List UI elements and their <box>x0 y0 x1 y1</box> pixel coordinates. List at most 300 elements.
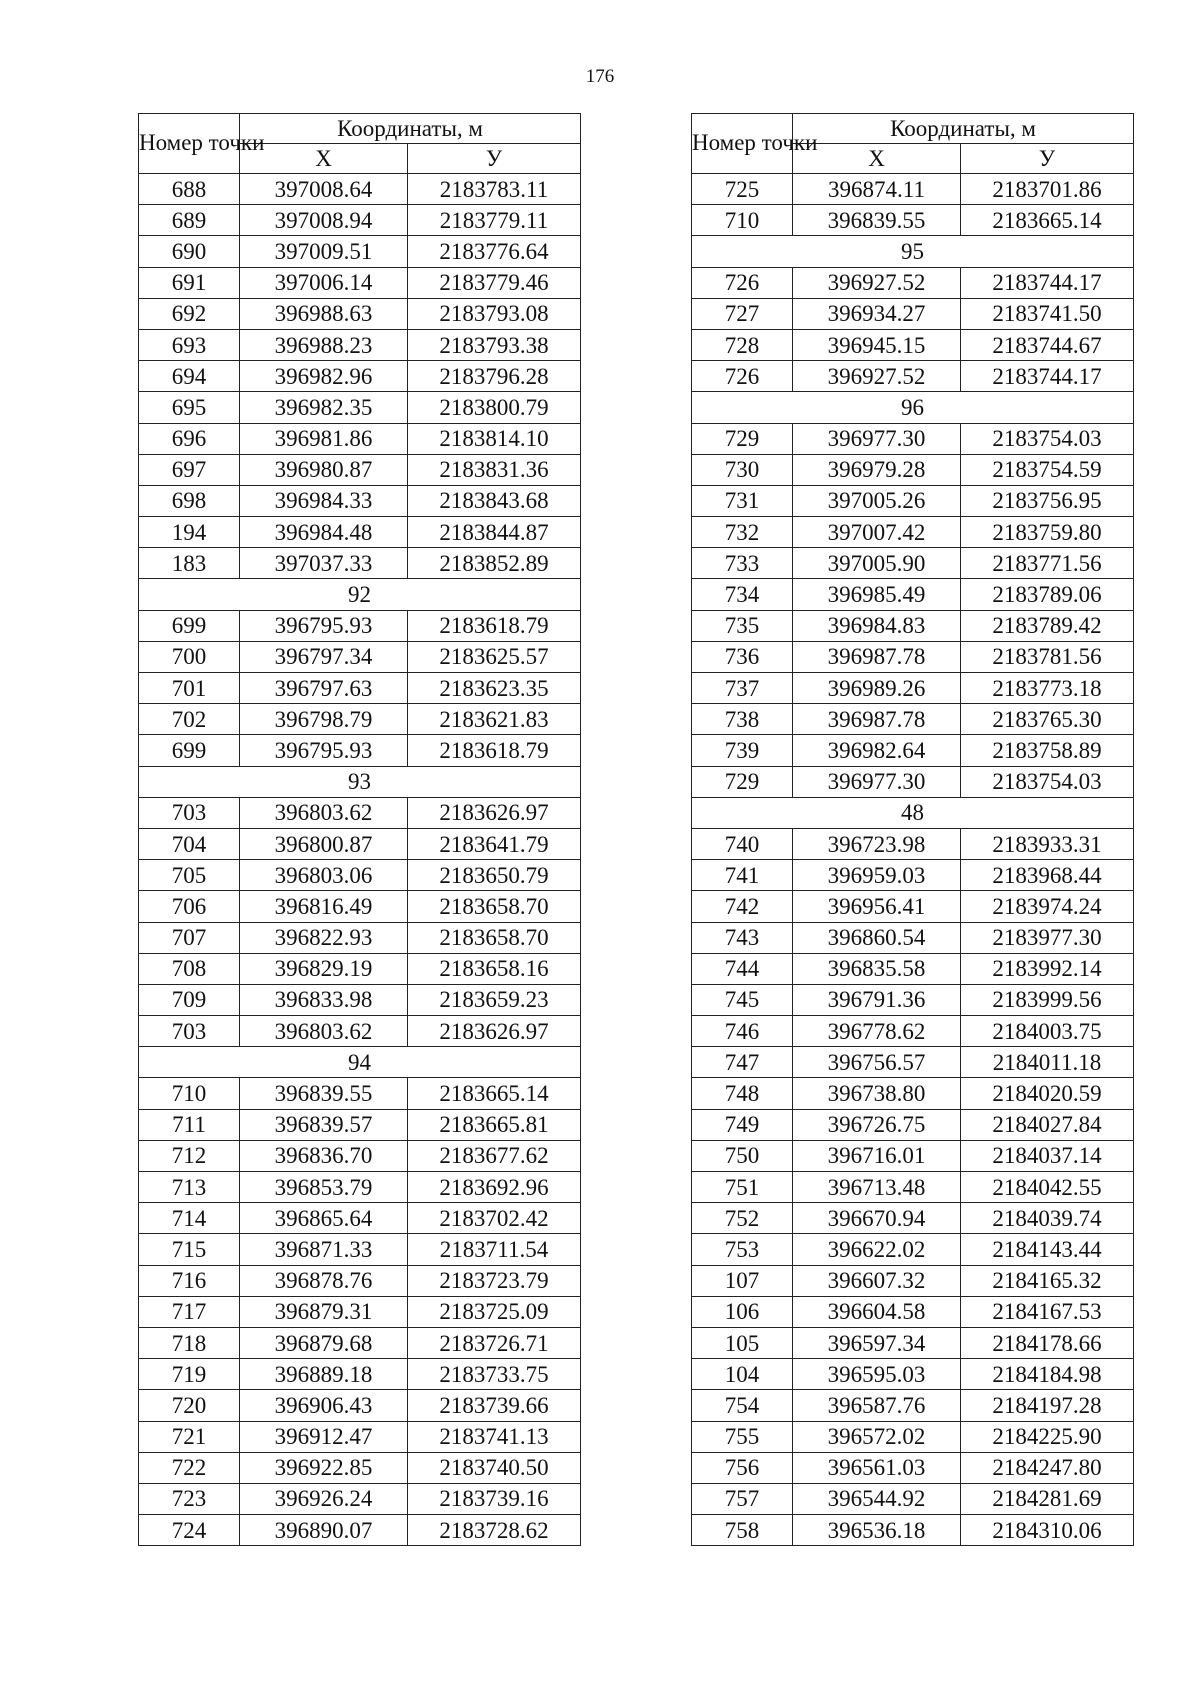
table-row <box>692 548 1134 579</box>
y-coordinate-cell: 2183618.79 <box>408 610 581 641</box>
y-coordinate-cell: 2183754.59 <box>961 454 1134 485</box>
table-row <box>139 454 581 485</box>
y-coordinate-cell: 2183728.62 <box>408 1515 581 1546</box>
point-number-cell: 723 <box>139 1483 240 1514</box>
x-coordinate-cell: 396922.85 <box>240 1452 408 1483</box>
y-coordinate-cell: 2184165.32 <box>961 1265 1134 1296</box>
x-coordinate-cell: 396977.30 <box>793 423 961 454</box>
x-coordinate-cell: 396587.76 <box>793 1390 961 1421</box>
table-row <box>692 891 1134 922</box>
y-coordinate-cell: 2183776.64 <box>408 236 581 267</box>
y-coordinate-cell: 2184027.84 <box>961 1109 1134 1140</box>
y-coordinate-cell: 2184143.44 <box>961 1234 1134 1265</box>
x-coordinate-cell: 396822.93 <box>240 922 408 953</box>
table-row <box>692 1421 1134 1452</box>
y-coordinate-cell: 2183789.42 <box>961 610 1134 641</box>
y-coordinate-cell: 2183725.09 <box>408 1296 581 1327</box>
table-row <box>692 1203 1134 1234</box>
x-coordinate-cell: 396878.76 <box>240 1265 408 1296</box>
coordinates-table-left <box>138 113 581 1546</box>
x-coordinate-cell: 396906.43 <box>240 1390 408 1421</box>
y-coordinate-cell: 2183658.16 <box>408 953 581 984</box>
table-row <box>139 298 581 329</box>
table-row <box>139 922 581 953</box>
x-coordinate-cell: 396723.98 <box>793 828 961 859</box>
point-number-header: Номер точки <box>139 114 240 174</box>
point-number-cell: 696 <box>139 423 240 454</box>
x-coordinate-cell: 397005.26 <box>793 485 961 516</box>
point-number-cell: 754 <box>692 1390 793 1421</box>
point-number-cell: 749 <box>692 1109 793 1140</box>
table-row <box>692 1172 1134 1203</box>
x-coordinate-cell: 396536.18 <box>793 1515 961 1546</box>
point-number-cell: 705 <box>139 860 240 891</box>
point-number-cell: 104 <box>692 1359 793 1390</box>
x-coordinate-cell: 396982.64 <box>793 735 961 766</box>
y-coordinate-cell: 2183765.30 <box>961 704 1134 735</box>
y-coordinate-cell: 2183756.95 <box>961 485 1134 516</box>
point-number-cell: 710 <box>139 1078 240 1109</box>
y-coordinate-cell: 2183744.17 <box>961 267 1134 298</box>
x-coordinate-cell: 396829.19 <box>240 953 408 984</box>
point-number-cell: 737 <box>692 673 793 704</box>
y-coordinate-cell: 2184310.06 <box>961 1515 1134 1546</box>
point-number-cell: 753 <box>692 1234 793 1265</box>
x-coordinate-cell: 397008.64 <box>240 174 408 205</box>
table-row <box>139 828 581 859</box>
table-row <box>692 205 1134 236</box>
point-number-cell: 732 <box>692 517 793 548</box>
table-row <box>692 1078 1134 1109</box>
table-row <box>692 1359 1134 1390</box>
y-coordinate-cell: 2183793.38 <box>408 329 581 360</box>
x-coordinate-cell: 396561.03 <box>793 1452 961 1483</box>
table-row <box>139 1078 581 1109</box>
point-number-cell: 703 <box>139 1016 240 1047</box>
table-row <box>692 1327 1134 1358</box>
y-coordinate-cell: 2183831.36 <box>408 454 581 485</box>
y-coordinate-cell: 2183621.83 <box>408 704 581 735</box>
x-coordinate-cell: 396988.63 <box>240 298 408 329</box>
y-coordinate-cell: 2183793.08 <box>408 298 581 329</box>
x-coordinate-cell: 396839.57 <box>240 1109 408 1140</box>
point-number-cell: 698 <box>139 485 240 516</box>
x-coordinate-cell: 396934.27 <box>793 298 961 329</box>
section-number: 95 <box>692 236 1134 267</box>
table-row <box>692 1452 1134 1483</box>
x-coordinate-cell: 396982.96 <box>240 361 408 392</box>
x-coordinate-cell: 396987.78 <box>793 641 961 672</box>
y-coordinate-cell: 2184281.69 <box>961 1483 1134 1514</box>
table-row <box>692 485 1134 516</box>
y-coordinate-cell: 2183754.03 <box>961 766 1134 797</box>
x-header: X <box>793 144 961 174</box>
y-coordinate-cell: 2183779.46 <box>408 267 581 298</box>
x-coordinate-cell: 396595.03 <box>793 1359 961 1390</box>
x-coordinate-cell: 396544.92 <box>793 1483 961 1514</box>
y-coordinate-cell: 2183843.68 <box>408 485 581 516</box>
y-coordinate-cell: 2184178.66 <box>961 1327 1134 1358</box>
y-coordinate-cell: 2183739.66 <box>408 1390 581 1421</box>
point-number-cell: 729 <box>692 766 793 797</box>
point-number-cell: 194 <box>139 517 240 548</box>
table-row <box>139 423 581 454</box>
y-coordinate-cell: 2183800.79 <box>408 392 581 423</box>
y-coordinate-cell: 2183740.50 <box>408 1452 581 1483</box>
x-coordinate-cell: 396988.23 <box>240 329 408 360</box>
x-coordinate-cell: 397006.14 <box>240 267 408 298</box>
point-number-cell: 107 <box>692 1265 793 1296</box>
point-number-cell: 736 <box>692 641 793 672</box>
y-coordinate-cell: 2184167.53 <box>961 1296 1134 1327</box>
point-number-cell: 726 <box>692 361 793 392</box>
table-row <box>692 1483 1134 1514</box>
point-number-cell: 697 <box>139 454 240 485</box>
x-coordinate-cell: 396670.94 <box>793 1203 961 1234</box>
y-header: У <box>408 144 581 174</box>
table-row <box>692 329 1134 360</box>
table-row <box>692 1016 1134 1047</box>
x-coordinate-cell: 396879.31 <box>240 1296 408 1327</box>
y-coordinate-cell: 2183723.79 <box>408 1265 581 1296</box>
table-row <box>139 1452 581 1483</box>
table-row <box>139 1265 581 1296</box>
point-number-cell: 733 <box>692 548 793 579</box>
table-row <box>692 641 1134 672</box>
section-row <box>692 797 1134 828</box>
x-coordinate-cell: 396839.55 <box>240 1078 408 1109</box>
x-coordinate-cell: 396871.33 <box>240 1234 408 1265</box>
x-coordinate-cell: 396959.03 <box>793 860 961 891</box>
x-coordinate-cell: 396798.79 <box>240 704 408 735</box>
x-coordinate-cell: 396836.70 <box>240 1140 408 1171</box>
y-coordinate-cell: 2184197.28 <box>961 1390 1134 1421</box>
point-number-cell: 709 <box>139 984 240 1015</box>
y-coordinate-cell: 2184039.74 <box>961 1203 1134 1234</box>
table-row <box>692 267 1134 298</box>
x-coordinate-cell: 397007.42 <box>793 517 961 548</box>
y-coordinate-cell: 2183641.79 <box>408 828 581 859</box>
x-coordinate-cell: 396572.02 <box>793 1421 961 1452</box>
table-row <box>139 860 581 891</box>
x-coordinate-cell: 396839.55 <box>793 205 961 236</box>
x-coordinate-cell: 396713.48 <box>793 1172 961 1203</box>
point-number-cell: 744 <box>692 953 793 984</box>
table-row <box>139 1109 581 1140</box>
x-coordinate-cell: 396860.54 <box>793 922 961 953</box>
point-number-header: Номер точки <box>692 114 793 174</box>
x-coordinate-cell: 396980.87 <box>240 454 408 485</box>
y-coordinate-cell: 2183623.35 <box>408 673 581 704</box>
y-coordinate-cell: 2183814.10 <box>408 423 581 454</box>
x-coordinate-cell: 396795.93 <box>240 610 408 641</box>
x-coordinate-cell: 397005.90 <box>793 548 961 579</box>
x-coordinate-cell: 396985.49 <box>793 579 961 610</box>
table-row <box>139 267 581 298</box>
point-number-cell: 750 <box>692 1140 793 1171</box>
x-coordinate-cell: 396622.02 <box>793 1234 961 1265</box>
x-coordinate-cell: 396981.86 <box>240 423 408 454</box>
y-coordinate-cell: 2184247.80 <box>961 1452 1134 1483</box>
point-number-cell: 743 <box>692 922 793 953</box>
table-row <box>139 361 581 392</box>
point-number-cell: 708 <box>139 953 240 984</box>
table-row <box>139 1234 581 1265</box>
table-row <box>139 704 581 735</box>
point-number-cell: 728 <box>692 329 793 360</box>
x-coordinate-cell: 396982.35 <box>240 392 408 423</box>
table-row <box>139 1390 581 1421</box>
point-number-cell: 756 <box>692 1452 793 1483</box>
table-row <box>139 205 581 236</box>
table-row <box>692 735 1134 766</box>
y-coordinate-cell: 2183665.81 <box>408 1109 581 1140</box>
table-row <box>692 860 1134 891</box>
table-row <box>692 922 1134 953</box>
x-coordinate-cell: 396833.98 <box>240 984 408 1015</box>
x-coordinate-cell: 396984.83 <box>793 610 961 641</box>
table-row <box>139 392 581 423</box>
table-row <box>139 1140 581 1171</box>
table-row <box>139 1203 581 1234</box>
point-number-cell: 715 <box>139 1234 240 1265</box>
point-number-cell: 700 <box>139 641 240 672</box>
y-coordinate-cell: 2183665.14 <box>961 205 1134 236</box>
y-coordinate-cell: 2183754.03 <box>961 423 1134 454</box>
table-row <box>139 1483 581 1514</box>
point-number-cell: 719 <box>139 1359 240 1390</box>
table-row <box>139 517 581 548</box>
point-number-cell: 693 <box>139 329 240 360</box>
point-number-cell: 730 <box>692 454 793 485</box>
point-number-cell: 746 <box>692 1016 793 1047</box>
table-row <box>139 1421 581 1452</box>
y-coordinate-cell: 2183968.44 <box>961 860 1134 891</box>
point-number-cell: 742 <box>692 891 793 922</box>
y-coordinate-cell: 2183618.79 <box>408 735 581 766</box>
table-row <box>139 953 581 984</box>
point-number-cell: 726 <box>692 267 793 298</box>
table-row <box>692 298 1134 329</box>
point-number-cell: 735 <box>692 610 793 641</box>
table-row <box>692 423 1134 454</box>
page-number: 176 <box>585 66 615 87</box>
x-coordinate-cell: 396984.48 <box>240 517 408 548</box>
x-coordinate-cell: 396912.47 <box>240 1421 408 1452</box>
x-header: X <box>240 144 408 174</box>
x-coordinate-cell: 396979.28 <box>793 454 961 485</box>
point-number-cell: 689 <box>139 205 240 236</box>
point-number-cell: 758 <box>692 1515 793 1546</box>
table-row <box>139 1327 581 1358</box>
table-row <box>692 361 1134 392</box>
table-row <box>139 641 581 672</box>
x-coordinate-cell: 396738.80 <box>793 1078 961 1109</box>
y-coordinate-cell: 2183726.71 <box>408 1327 581 1358</box>
table-row <box>692 1109 1134 1140</box>
y-coordinate-cell: 2183974.24 <box>961 891 1134 922</box>
y-coordinate-cell: 2183658.70 <box>408 891 581 922</box>
x-coordinate-cell: 397009.51 <box>240 236 408 267</box>
x-coordinate-cell: 396956.41 <box>793 891 961 922</box>
x-coordinate-cell: 396791.36 <box>793 984 961 1015</box>
x-coordinate-cell: 396726.75 <box>793 1109 961 1140</box>
x-coordinate-cell: 396797.34 <box>240 641 408 672</box>
x-coordinate-cell: 396803.62 <box>240 797 408 828</box>
y-coordinate-cell: 2183744.17 <box>961 361 1134 392</box>
point-number-cell: 699 <box>139 735 240 766</box>
point-number-cell: 757 <box>692 1483 793 1514</box>
coordinates-table-right <box>691 113 1134 1546</box>
y-coordinate-cell: 2183789.06 <box>961 579 1134 610</box>
x-coordinate-cell: 396879.68 <box>240 1327 408 1358</box>
y-coordinate-cell: 2183759.80 <box>961 517 1134 548</box>
section-row <box>139 766 581 797</box>
y-coordinate-cell: 2183650.79 <box>408 860 581 891</box>
y-coordinate-cell: 2183758.89 <box>961 735 1134 766</box>
y-coordinate-cell: 2184042.55 <box>961 1172 1134 1203</box>
point-number-cell: 740 <box>692 828 793 859</box>
point-number-cell: 734 <box>692 579 793 610</box>
point-number-cell: 725 <box>692 174 793 205</box>
x-coordinate-cell: 396927.52 <box>793 361 961 392</box>
point-number-cell: 729 <box>692 423 793 454</box>
y-coordinate-cell: 2183692.96 <box>408 1172 581 1203</box>
x-coordinate-cell: 396927.52 <box>793 267 961 298</box>
y-coordinate-cell: 2183781.56 <box>961 641 1134 672</box>
y-coordinate-cell: 2183796.28 <box>408 361 581 392</box>
coordinates-header: Координаты, м <box>793 114 1134 144</box>
table-row <box>139 1359 581 1390</box>
x-coordinate-cell: 396756.57 <box>793 1047 961 1078</box>
table-row <box>692 673 1134 704</box>
table-row <box>692 174 1134 205</box>
y-coordinate-cell: 2183977.30 <box>961 922 1134 953</box>
point-number-cell: 688 <box>139 174 240 205</box>
y-coordinate-cell: 2183659.23 <box>408 984 581 1015</box>
point-number-cell: 707 <box>139 922 240 953</box>
table-row <box>139 610 581 641</box>
point-number-cell: 731 <box>692 485 793 516</box>
y-header: У <box>961 144 1134 174</box>
point-number-cell: 717 <box>139 1296 240 1327</box>
table-row <box>692 984 1134 1015</box>
point-number-cell: 755 <box>692 1421 793 1452</box>
point-number-cell: 704 <box>139 828 240 859</box>
table-row <box>139 735 581 766</box>
table-row <box>692 1140 1134 1171</box>
point-number-cell: 106 <box>692 1296 793 1327</box>
y-coordinate-cell: 2184037.14 <box>961 1140 1134 1171</box>
y-coordinate-cell: 2183741.50 <box>961 298 1134 329</box>
x-coordinate-cell: 396803.06 <box>240 860 408 891</box>
point-number-cell: 183 <box>139 548 240 579</box>
point-number-cell: 741 <box>692 860 793 891</box>
point-number-cell: 720 <box>139 1390 240 1421</box>
y-coordinate-cell: 2183626.97 <box>408 1016 581 1047</box>
y-coordinate-cell: 2184020.59 <box>961 1078 1134 1109</box>
point-number-cell: 727 <box>692 298 793 329</box>
coordinates-body-right <box>692 174 1134 1546</box>
y-coordinate-cell: 2183702.42 <box>408 1203 581 1234</box>
y-coordinate-cell: 2183658.70 <box>408 922 581 953</box>
x-coordinate-cell: 396874.11 <box>793 174 961 205</box>
table-row <box>692 1047 1134 1078</box>
table-row <box>692 1265 1134 1296</box>
x-coordinate-cell: 396989.26 <box>793 673 961 704</box>
table-row <box>139 174 581 205</box>
x-coordinate-cell: 396926.24 <box>240 1483 408 1514</box>
point-number-cell: 739 <box>692 735 793 766</box>
y-coordinate-cell: 2184011.18 <box>961 1047 1134 1078</box>
table-row <box>139 984 581 1015</box>
table-row <box>139 797 581 828</box>
section-row <box>139 1047 581 1078</box>
section-number: 96 <box>692 392 1134 423</box>
table-row <box>692 517 1134 548</box>
point-number-cell: 691 <box>139 267 240 298</box>
table-row <box>692 1390 1134 1421</box>
x-coordinate-cell: 396716.01 <box>793 1140 961 1171</box>
table-row <box>139 485 581 516</box>
x-coordinate-cell: 396803.62 <box>240 1016 408 1047</box>
y-coordinate-cell: 2183999.56 <box>961 984 1134 1015</box>
y-coordinate-cell: 2183773.18 <box>961 673 1134 704</box>
x-coordinate-cell: 396607.32 <box>793 1265 961 1296</box>
x-coordinate-cell: 396816.49 <box>240 891 408 922</box>
coordinates-header: Координаты, м <box>240 114 581 144</box>
section-number: 93 <box>139 766 581 797</box>
x-coordinate-cell: 396865.64 <box>240 1203 408 1234</box>
x-coordinate-cell: 396889.18 <box>240 1359 408 1390</box>
point-number-cell: 712 <box>139 1140 240 1171</box>
table-row <box>139 1296 581 1327</box>
point-number-cell: 695 <box>139 392 240 423</box>
point-number-cell: 718 <box>139 1327 240 1358</box>
point-number-cell: 702 <box>139 704 240 735</box>
point-number-cell: 748 <box>692 1078 793 1109</box>
y-coordinate-cell: 2183626.97 <box>408 797 581 828</box>
point-number-cell: 745 <box>692 984 793 1015</box>
x-coordinate-cell: 396835.58 <box>793 953 961 984</box>
x-coordinate-cell: 396853.79 <box>240 1172 408 1203</box>
x-coordinate-cell: 396945.15 <box>793 329 961 360</box>
section-number: 48 <box>692 797 1134 828</box>
point-number-cell: 711 <box>139 1109 240 1140</box>
x-coordinate-cell: 396778.62 <box>793 1016 961 1047</box>
point-number-cell: 706 <box>139 891 240 922</box>
y-coordinate-cell: 2183665.14 <box>408 1078 581 1109</box>
y-coordinate-cell: 2183933.31 <box>961 828 1134 859</box>
table-row <box>139 329 581 360</box>
y-coordinate-cell: 2183625.57 <box>408 641 581 672</box>
point-number-cell: 713 <box>139 1172 240 1203</box>
x-coordinate-cell: 396797.63 <box>240 673 408 704</box>
point-number-cell: 690 <box>139 236 240 267</box>
table-row <box>139 1515 581 1546</box>
section-number: 94 <box>139 1047 581 1078</box>
point-number-cell: 722 <box>139 1452 240 1483</box>
x-coordinate-cell: 396795.93 <box>240 735 408 766</box>
table-row <box>139 673 581 704</box>
x-coordinate-cell: 396977.30 <box>793 766 961 797</box>
table-row <box>692 610 1134 641</box>
point-number-cell: 105 <box>692 1327 793 1358</box>
table-row <box>692 953 1134 984</box>
table-row <box>692 579 1134 610</box>
point-number-cell: 699 <box>139 610 240 641</box>
x-coordinate-cell: 397037.33 <box>240 548 408 579</box>
